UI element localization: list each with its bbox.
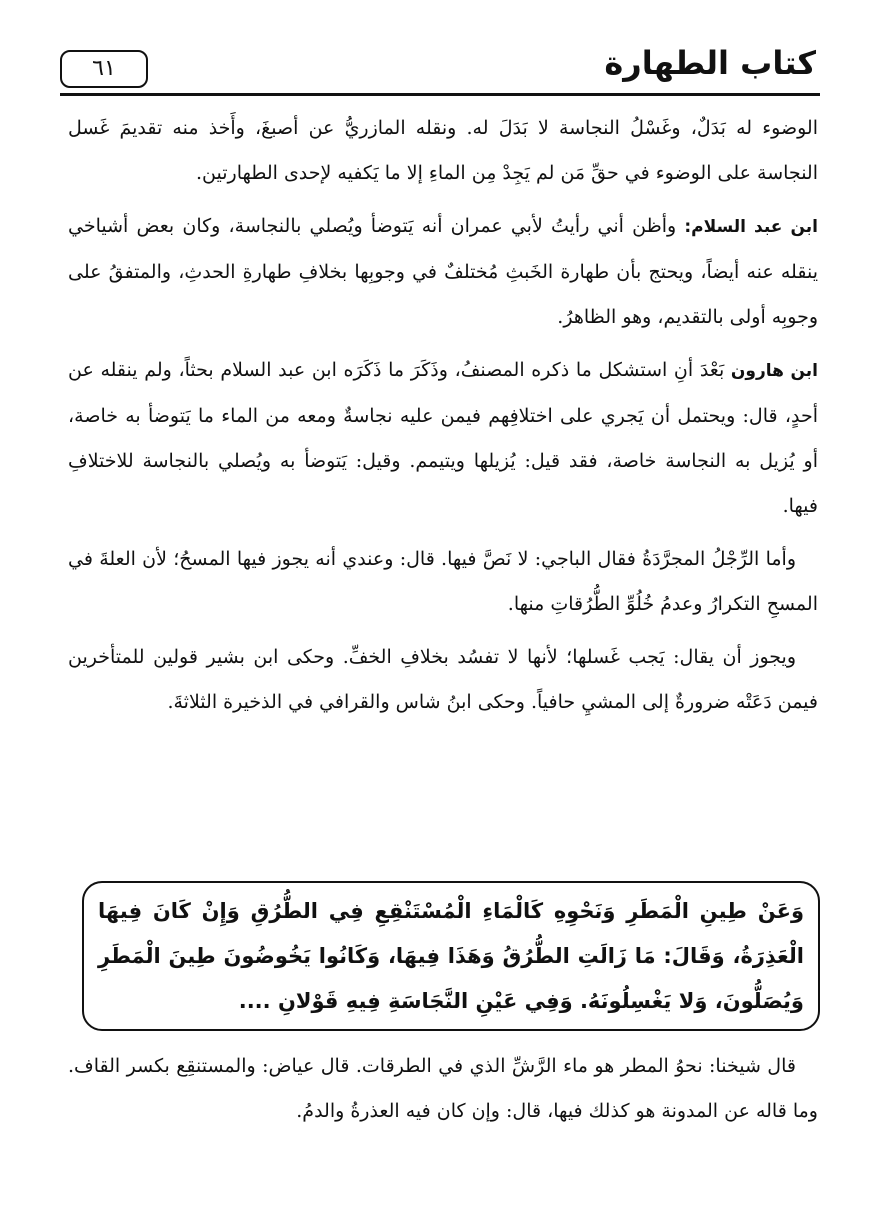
paragraph-text: وأما الرِّجْلُ المجرَّدَةُ فقال الباجي: لا نَصَّ فيها. قال: وعندي أنه يجوز فيها المسحُ؛ لأن العلةَ في المسحِ التكرارُ وعدمُ خُلُوِّ الطُّرُقاتِ منها. — [68, 548, 818, 615]
book-title: كتاب الطهارة — [604, 44, 816, 82]
speaker-name: ابن عبد السلام: — [684, 217, 818, 237]
paragraph — [68, 348, 818, 529]
matn-text: وَعَنْ طِينِ الْمَطَرِ وَنَحْوِهِ كَالْمَاءِ الْمُسْتَنْقِعِ فِي الطُّرُقِ وَإِنْ كَانَ فِيهَا الْعَذِرَةُ، وَقَالَ: مَا زَالَتِ الطُّرُقُ وَهَذَا فِيهَا، وَكَانُوا يَخُوضُونَ طِينَ الْمَطَرِ وَيُصَلُّونَ، وَلا يَغْسِلُونَهُ. وَفِي عَيْنِ النَّجَاسَةِ فِيهِ قَوْلانِ .... — [98, 899, 804, 1013]
paragraph: قال شيخنا: نحوُ المطر هو ماء الرَّشِّ الذي في الطرقات. قال عياض: والمستنقِع بكسر القاف. وما قاله عن المدونة هو كذلك فيها، قال: وإن كان فيه العذرةُ والدمُ. — [68, 1055, 818, 1122]
speaker-name: ابن هارون — [730, 361, 819, 381]
paragraph-text: بَعْدَ أنِ استشكل ما ذكره المصنفُ، وذَكَرَ ما ذَكَرَه ابن عبد السلام بحثاً، ولم ينقله عن أحدٍ، قال: ويحتمل أن يَجري على اختلافِهم فيمن عليه نجاسةٌ ومعه من الماء ما يَتوضأ به خاصة، أو يُزيل به النجاسة خاصة، فقد قيل: يُزيلها ويتيمم. وقيل: يَتوضأ به ويُصلي بالنجاسة للاختلافِ فيها. — [68, 359, 818, 517]
paragraph — [68, 106, 818, 196]
paragraph-text: ويجوز أن يقال: يَجب غَسلها؛ لأنها لا تفسُد بخلافِ الخفِّ. وحكى ابن بشير قولين للمتأخرين فيمن دَعَتْه ضرورةٌ إلى المشيِ حافياً. وحكى ابنُ شاس والقرافي في الذخيرة الثلاثةَ. — [68, 646, 818, 713]
paragraph — [68, 204, 818, 340]
paragraph-text: وأظن أني رأيتُ لأبي عمران أنه يَتوضأ ويُصلي بالنجاسة، وكان بعض أشياخي ينقله عنه أيضاً، ويحتج بأن طهارة الخَبثِ مُختلفٌ في وجوبِها بخلافِ طهارةِ الحدثِ، والمتفقُ على وجوبِه أولى بالتقديم، وهو الظاهرُ. — [68, 215, 818, 328]
page-number: ٦١ — [60, 50, 148, 88]
paragraph — [68, 635, 818, 725]
page-header — [60, 40, 820, 102]
header-rule — [60, 93, 820, 96]
footnote-commentary — [68, 1044, 818, 1134]
matn-box — [82, 881, 820, 1031]
paragraph-text: الوضوء له بَدَلٌ، وغَسْلُ النجاسة لا بَدَلَ له. ونقله المازريُّ عن أصبغَ، وأَخذ منه تقديمَ غَسل النجاسة على الوضوء في حقِّ مَن لم يَجِدْ مِن الماءِ إلا ما يَكفيه لإحدى الطهارتين. — [68, 117, 818, 184]
commentary-text — [68, 106, 818, 733]
paragraph — [68, 537, 818, 627]
